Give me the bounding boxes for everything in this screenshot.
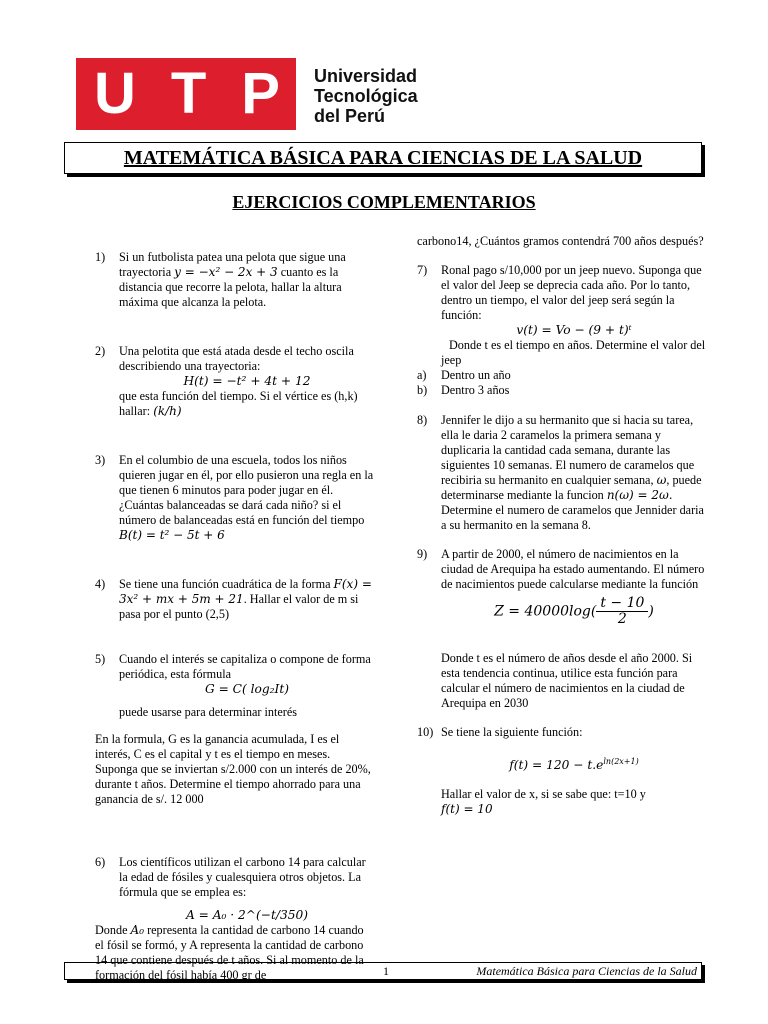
formula: F(x) = 3x² + mx + 5m + 21 xyxy=(119,577,372,606)
formula: H(t) = −t² + 4t + 12 xyxy=(183,374,311,388)
left-column xyxy=(95,250,375,983)
university-name: Universidad Tecnológica del Perú xyxy=(314,66,418,126)
exercise-7: 7) Ronal pago s/10,000 por un jeep nuevo. Suponga que el valor del Jeep se deprecia cada año. Por lo tanto, dentro un tiempo, el valor del jeep será según la función: v(t) = Vo − (9 + t)ᵗ Donde t es el tiempo en años. Determine el valor del jeep xyxy=(417,263,706,367)
formula: (k/h) xyxy=(153,404,182,418)
exercise-1: 1) Si un futbolista patea una pelota que sigue una trayectoria y = −x² − 2x + 3 cuanto es la distancia que recorre la pelota, hallar la altura máxima que alcanza la pelota. xyxy=(95,250,346,309)
formula: f(t) = 10 xyxy=(441,802,493,817)
formula: G = C( log₂It) xyxy=(204,682,290,696)
formula: A₀ xyxy=(130,923,145,937)
exercise-5-detail: En la formula, G es la ganancia acumulada, I es el interés, C es el capital y t es el tiempo en meses. Suponga que se inviertan s/2.000 con un interés de 20%, durante t años. Determine el tiempo ahorrado para una ganancia de s/. 12 000 xyxy=(95,732,371,806)
exercise-8: 8) Jennifer le dijo a su hermanito que si hacia su tarea, ella le daria 2 caramelos la primera semana y duplicaria la cantidad cada semana, durante las siguientes 10 semanas. El numero de caramelos que recibiria su hermanito en cualquier semana, ω, puede determinarse mediante la funcion n(ω) = 2ω. Determine el numero de caramelos que Jennider daria a su hermanito en la semana 8. xyxy=(417,413,704,532)
page-number: 1 xyxy=(383,964,389,978)
logo-letter-t: T xyxy=(170,61,207,126)
formula: v(t) = Vo − (9 + t)ᵗ xyxy=(516,323,632,337)
formula: $f(t) = 120 - t.e^{ln(2x+1)}$ xyxy=(509,757,639,773)
formula: ω xyxy=(656,473,667,487)
page-footer xyxy=(64,962,702,980)
formula: y = −x² − 2x + 3 xyxy=(174,265,278,279)
logo-letter-p: P xyxy=(241,61,280,126)
formula: A = A₀ · 2^(−t/350) xyxy=(185,908,309,922)
exercise-9: 9) A partir de 2000, el número de nacimientos en la ciudad de Arequipa ha estado aumentando. El número de nacimientos puede calcularse mediante la función Z = 40000log( $\frac{t - 10}{2}$ ) Donde t es el número de años desde el año 2000. Si esta tendencia continua, utilice esta función para calcular el número de nacimientos en la ciudad de Arequipa en 2030 xyxy=(417,547,707,711)
formula: Z = 40000log( $\frac{t - 10}{2}$ ) xyxy=(494,595,654,627)
formula: n(ω) = 2ω. xyxy=(606,488,673,502)
exercise-6: 6) Los científicos utilizan el carbono 14 para calcular la edad de fósiles y cualesquiera otros objetos. La fórmula que se emplea es: A = A₀ · 2^(−t/350) xyxy=(95,855,375,923)
exercise-7-option-a: a) Dentro un año xyxy=(417,368,511,382)
page-subtitle: EJERCICIOS COMPLEMENTARIOS xyxy=(232,192,536,212)
course-title-box xyxy=(64,142,702,174)
utp-logo xyxy=(76,58,296,130)
course-title: MATEMÁTICA BÁSICA PARA CIENCIAS DE LA SALUD xyxy=(123,146,643,169)
exercise-2: 2) Una pelotita que está atada desde el techo oscila describiendo una trayectoria: H(t) = −t² + 4t + 12 que esta función del tiempo. Si el vértice es (h,k) hallar: (k/h) xyxy=(95,344,375,419)
exercise-5: 5) Cuando el interés se capitaliza o compone de forma periódica, esta fórmula G = C( log₂It) puede usarse para determinar interés xyxy=(95,652,375,720)
exercise-6-detail: Donde A₀ representa la cantidad de carbono 14 cuando el fósil se formó, y A representa la cantidad de carbono 14 que contiene después de t años. Si al momento de la formación del fósil había 400 gr de xyxy=(95,923,364,982)
formula: B(t) = t² − 5t + 6 xyxy=(119,528,225,542)
right-column xyxy=(417,234,707,817)
exercise-4: 4) Se tiene una función cuadrática de la forma F(x) = 3x² + mx + 5m + 21. Hallar el valor de m si pasa por el punto (2,5) xyxy=(95,577,372,621)
exercise-10: 10) Se tiene la siguiente función: $f(t) = 120 - t.e^{ln(2x+1)}$ Hallar el valor de x, si se sabe que: t=10 y f(t) = 10 xyxy=(417,725,707,817)
footer-course-name: Matemática Básica para Ciencias de la Salud xyxy=(476,964,697,978)
logo-letter-u: U xyxy=(94,61,136,126)
exercise-3: 3) En el columbio de una escuela, todos los niños quieren jugar en él, por ello pusieron una regla en la que tienen 6 minutos para poder jugar en él. ¿Cuántas balanceadas se dará cada niño? si el número de balanceadas está en función del tiempo B(t) = t² − 5t + 6 xyxy=(95,453,374,542)
exercise-6-continued: carbono14, ¿Cuántos gramos contendrá 700 años después? xyxy=(417,234,704,248)
exercise-7-option-b: b) Dentro 3 años xyxy=(417,383,510,397)
